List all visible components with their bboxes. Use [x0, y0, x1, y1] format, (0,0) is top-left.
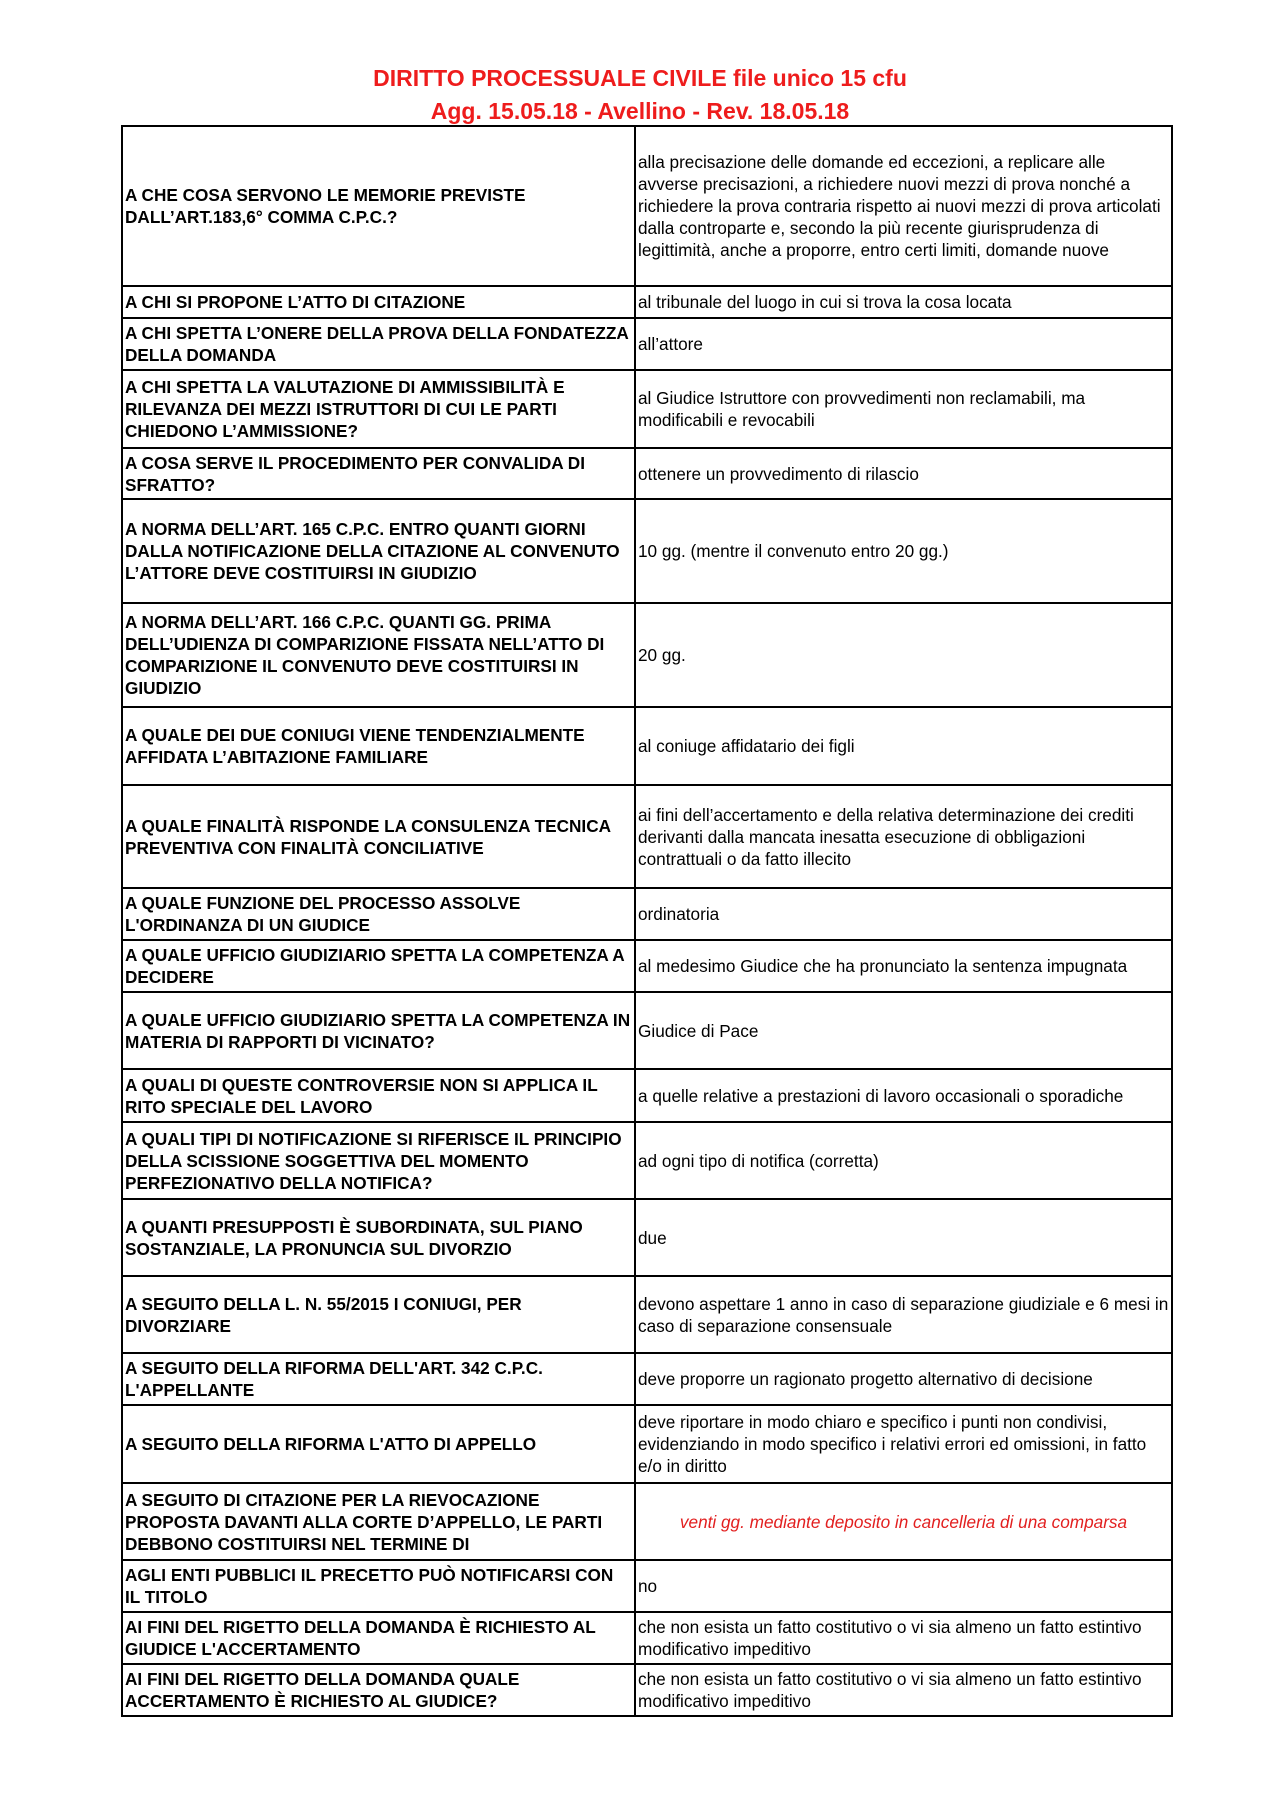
- question-cell: A CHI SI PROPONE L’ATTO DI CITAZIONE: [122, 286, 635, 318]
- answer-cell: Giudice di Pace: [635, 992, 1172, 1069]
- table-row: [122, 1199, 1172, 1276]
- table-row: [122, 1664, 1172, 1716]
- question-cell: A NORMA DELL’ART. 165 C.P.C. ENTRO QUANTI GIORNI DALLA NOTIFICAZIONE DELLA CITAZIONE AL CONVENUTO L’ATTORE DEVE COSTITUIRSI IN GIUDIZIO: [122, 499, 635, 603]
- question-cell: A SEGUITO DELLA RIFORMA DELL'ART. 342 C.P.C. L'APPELLANTE: [122, 1353, 635, 1405]
- question-cell: AI FINI DEL RIGETTO DELLA DOMANDA È RICHIESTO AL GIUDICE L'ACCERTAMENTO: [122, 1612, 635, 1664]
- answer-cell: deve riportare in modo chiaro e specifico i punti non condivisi, evidenziando in modo specifico i relativi errori ed omissioni, in fatto e/o in diritto: [635, 1405, 1172, 1483]
- table-row: [122, 603, 1172, 707]
- document-title: DIRITTO PROCESSUALE CIVILE file unico 15 cfu: [373, 65, 907, 91]
- table-row: [122, 126, 1172, 286]
- answer-cell: al tribunale del luogo in cui si trova la cosa locata: [635, 286, 1172, 318]
- question-cell: A CHI SPETTA L’ONERE DELLA PROVA DELLA FONDATEZZA DELLA DOMANDA: [122, 318, 635, 370]
- answer-cell: ordinatoria: [635, 888, 1172, 940]
- table-row: [122, 1069, 1172, 1122]
- answer-cell: due: [635, 1199, 1172, 1276]
- question-cell: A SEGUITO DELLA L. N. 55/2015 I CONIUGI, PER DIVORZIARE: [122, 1276, 635, 1353]
- answer-cell: all’attore: [635, 318, 1172, 370]
- answer-cell: 10 gg. (mentre il convenuto entro 20 gg.): [635, 499, 1172, 603]
- question-cell: A QUALE UFFICIO GIUDIZIARIO SPETTA LA COMPETENZA A DECIDERE: [122, 940, 635, 992]
- question-cell: A CHI SPETTA LA VALUTAZIONE DI AMMISSIBILITÀ E RILEVANZA DEI MEZZI ISTRUTTORI DI CUI LE PARTI CHIEDONO L’AMMISSIONE?: [122, 370, 635, 448]
- question-cell: A SEGUITO DELLA RIFORMA L'ATTO DI APPELLO: [122, 1405, 635, 1483]
- question-cell: A QUANTI PRESUPPOSTI È SUBORDINATA, SUL PIANO SOSTANZIALE, LA PRONUNCIA SUL DIVORZIO: [122, 1199, 635, 1276]
- question-cell: A QUALE DEI DUE CONIUGI VIENE TENDENZIALMENTE AFFIDATA L’ABITAZIONE FAMILIARE: [122, 707, 635, 785]
- question-cell: A SEGUITO DI CITAZIONE PER LA RIEVOCAZIONE PROPOSTA DAVANTI ALLA CORTE D’APPELLO, LE PARTI DEBBONO COSTITUIRSI NEL TERMINE DI: [122, 1483, 635, 1560]
- table-row: [122, 286, 1172, 318]
- answer-cell: al coniuge affidatario dei figli: [635, 707, 1172, 785]
- question-cell: AGLI ENTI PUBBLICI IL PRECETTO PUÒ NOTIFICARSI CON IL TITOLO: [122, 1560, 635, 1612]
- table-row: [122, 448, 1172, 499]
- question-cell: A QUALI DI QUESTE CONTROVERSIE NON SI APPLICA IL RITO SPECIALE DEL LAVORO: [122, 1069, 635, 1122]
- question-cell: AI FINI DEL RIGETTO DELLA DOMANDA QUALE ACCERTAMENTO È RICHIESTO AL GIUDICE?: [122, 1664, 635, 1716]
- table-row: [122, 785, 1172, 888]
- answer-cell: che non esista un fatto costitutivo o vi sia almeno un fatto estintivo modificativo impeditivo: [635, 1664, 1172, 1716]
- question-cell: A QUALE FUNZIONE DEL PROCESSO ASSOLVE L'ORDINANZA DI UN GIUDICE: [122, 888, 635, 940]
- qa-table: [121, 125, 1173, 1717]
- table-row: [122, 888, 1172, 940]
- answer-cell: al medesimo Giudice che ha pronunciato la sentenza impugnata: [635, 940, 1172, 992]
- table-row: [122, 1353, 1172, 1405]
- answer-cell: ad ogni tipo di notifica (corretta): [635, 1122, 1172, 1199]
- table-row: [122, 992, 1172, 1069]
- answer-cell: che non esista un fatto costitutivo o vi sia almeno un fatto estintivo modificativo impeditivo: [635, 1612, 1172, 1664]
- answer-cell: no: [635, 1560, 1172, 1612]
- answer-cell: deve proporre un ragionato progetto alternativo di decisione: [635, 1353, 1172, 1405]
- answer-cell: ottenere un provvedimento di rilascio: [635, 448, 1172, 499]
- table-row: [122, 707, 1172, 785]
- document-subtitle: Agg. 15.05.18 - Avellino - Rev. 18.05.18: [430, 98, 850, 124]
- question-cell: A QUALI TIPI DI NOTIFICAZIONE SI RIFERISCE IL PRINCIPIO DELLA SCISSIONE SOGGETTIVA DEL MOMENTO PERFEZIONATIVO DELLA NOTIFICA?: [122, 1122, 635, 1199]
- table-row: [122, 318, 1172, 370]
- table-row: [122, 499, 1172, 603]
- table-row: [122, 1405, 1172, 1483]
- table-row: [122, 1483, 1172, 1560]
- table-row: [122, 1560, 1172, 1612]
- table-row: [122, 940, 1172, 992]
- answer-cell: 20 gg.: [635, 603, 1172, 707]
- question-cell: A QUALE FINALITÀ RISPONDE LA CONSULENZA TECNICA PREVENTIVA CON FINALITÀ CONCILIATIVE: [122, 785, 635, 888]
- table-row: [122, 370, 1172, 448]
- answer-cell: ai fini dell’accertamento e della relativa determinazione dei crediti derivanti dalla mancata inesatta esecuzione di obbligazioni contrattuali o da fatto illecito: [635, 785, 1172, 888]
- answer-cell: devono aspettare 1 anno in caso di separazione giudiziale e 6 mesi in caso di separazione consensuale: [635, 1276, 1172, 1353]
- question-cell: A COSA SERVE IL PROCEDIMENTO PER CONVALIDA DI SFRATTO?: [122, 448, 635, 499]
- table-row: [122, 1276, 1172, 1353]
- answer-cell: a quelle relative a prestazioni di lavoro occasionali o sporadiche: [635, 1069, 1172, 1122]
- answer-cell: al Giudice Istruttore con provvedimenti non reclamabili, ma modificabili e revocabili: [635, 370, 1172, 448]
- question-cell: A NORMA DELL’ART. 166 C.P.C. QUANTI GG. PRIMA DELL’UDIENZA DI COMPARIZIONE FISSATA NELL’ATTO DI COMPARIZIONE IL CONVENUTO DEVE COSTITUIRSI IN GIUDIZIO: [122, 603, 635, 707]
- question-cell: A CHE COSA SERVONO LE MEMORIE PREVISTE DALL’ART.183,6° COMMA C.P.C.?: [122, 126, 635, 286]
- question-cell: A QUALE UFFICIO GIUDIZIARIO SPETTA LA COMPETENZA IN MATERIA DI RAPPORTI DI VICINATO?: [122, 992, 635, 1069]
- table-row: [122, 1122, 1172, 1199]
- answer-cell: alla precisazione delle domande ed eccezioni, a replicare alle avverse precisazioni, a richiedere nuovi mezzi di prova nonché a richiedere la prova contraria rispetto ai nuovi mezzi di prova articolati dalla controparte e, secondo la più recente giurisprudenza di legittimità, anche a proporre, entro certi limiti, domande nuove: [635, 126, 1172, 286]
- answer-cell: venti gg. mediante deposito in cancelleria di una comparsa: [635, 1483, 1172, 1560]
- table-row: [122, 1612, 1172, 1664]
